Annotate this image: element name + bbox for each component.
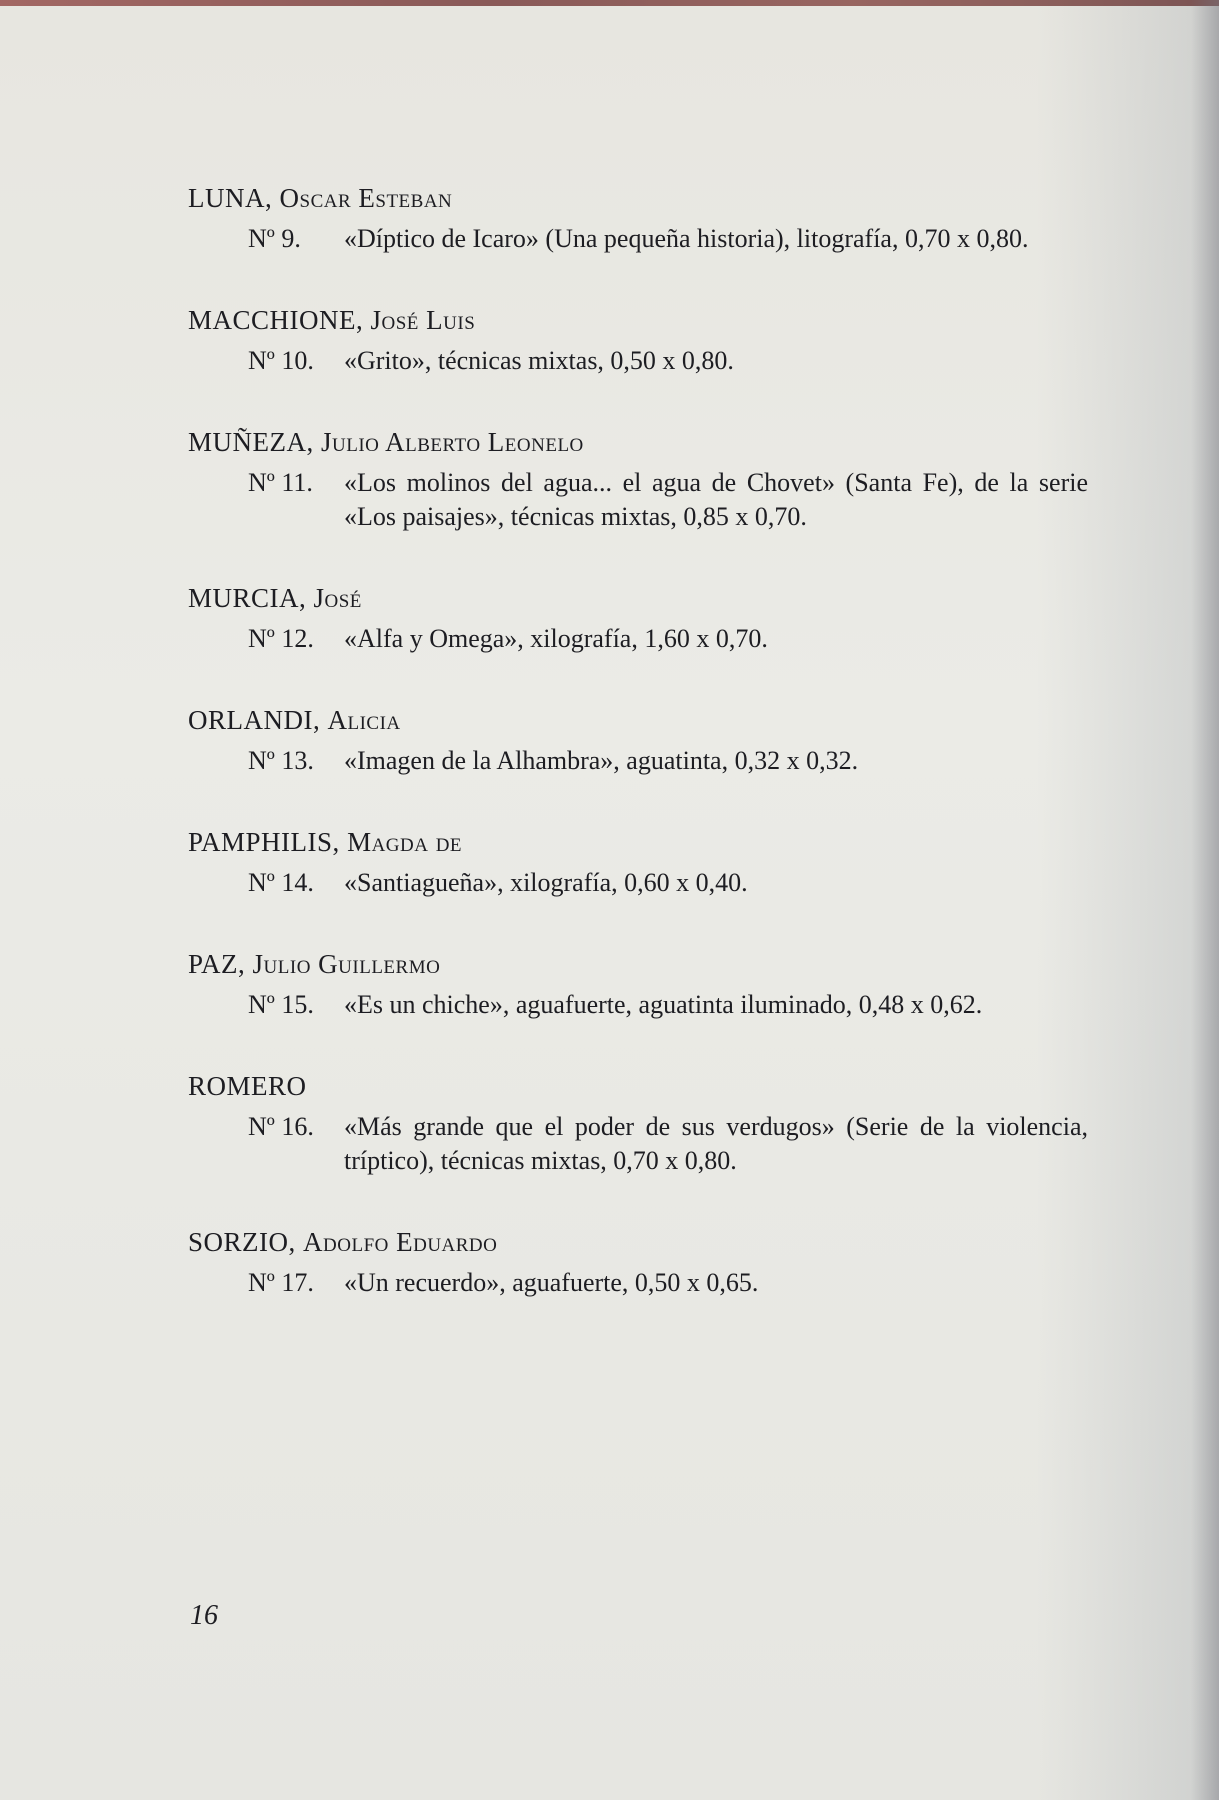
artist-given-name: Magda de [347, 827, 463, 857]
artist-name [188, 946, 1088, 982]
artist-name [188, 424, 1088, 460]
artist-given-name: Alicia [327, 705, 401, 735]
work-item [248, 988, 1088, 1022]
artist-given-name: José [313, 583, 362, 613]
artist-surname: MURCIA, [188, 583, 307, 613]
artist-entry [188, 946, 1088, 1022]
work-description: «Grito», técnicas mixtas, 0,50 x 0,80. [344, 346, 734, 375]
artist-given-name: Julio Alberto Leonelo [321, 427, 584, 457]
work-number: Nº 14. [248, 868, 314, 897]
work-item [248, 344, 1088, 378]
work-item [248, 622, 1088, 656]
artist-entry [188, 180, 1088, 256]
artist-entry [188, 702, 1088, 778]
artist-surname: PAMPHILIS, [188, 827, 340, 857]
work-description: «Alfa y Omega», xilografía, 1,60 x 0,70. [344, 624, 768, 653]
artist-surname: MACCHIONE, [188, 305, 364, 335]
work-description: «Más grande que el poder de sus verdugos» (Serie de la violencia, tríptico), técnicas mixtas, 0,70 x 0,80. [344, 1112, 1088, 1175]
work-item [248, 866, 1088, 900]
work-number: Nº 11. [248, 468, 313, 497]
artist-surname: PAZ, [188, 949, 246, 979]
artist-given-name: Oscar Esteban [279, 183, 453, 213]
artist-entry [188, 424, 1088, 534]
work-item [248, 1110, 1088, 1178]
work-description: «Imagen de la Alhambra», aguatinta, 0,32 x 0,32. [344, 746, 859, 775]
work-number: Nº 15. [248, 990, 314, 1019]
artist-entry [188, 302, 1088, 378]
work-item [248, 466, 1088, 534]
artist-given-name: Adolfo Eduardo [303, 1227, 498, 1257]
work-item [248, 1266, 1088, 1300]
artist-surname: LUNA, [188, 183, 273, 213]
work-number: Nº 12. [248, 624, 314, 653]
artist-given-name: José Luis [370, 305, 476, 335]
artist-surname: SORZIO, [188, 1227, 296, 1257]
work-description: «Es un chiche», aguafuerte, aguatinta iluminado, 0,48 x 0,62. [344, 990, 983, 1019]
artist-entry [188, 824, 1088, 900]
artist-name [188, 1224, 1088, 1260]
work-item [248, 222, 1088, 256]
artist-name [188, 824, 1088, 860]
work-item [248, 744, 1088, 778]
artist-entry [188, 580, 1088, 656]
artist-entry [188, 1224, 1088, 1300]
work-description: «Santiagueña», xilografía, 0,60 x 0,40. [344, 868, 748, 897]
artist-surname: ORLANDI, [188, 705, 321, 735]
work-number: Nº 10. [248, 346, 314, 375]
artist-entry [188, 1068, 1088, 1178]
work-number: Nº 9. [248, 224, 301, 253]
artist-name [188, 1068, 1088, 1104]
work-description: «Díptico de Icaro» (Una pequeña historia), litografía, 0,70 x 0,80. [344, 224, 1029, 253]
artist-surname: ROMERO [188, 1071, 307, 1101]
artist-name [188, 302, 1088, 338]
artist-surname: MUÑEZA, [188, 427, 314, 457]
page-edge-shadow [1191, 0, 1219, 1800]
page-number: 16 [190, 1600, 218, 1631]
artist-name [188, 580, 1088, 616]
work-description: «Un recuerdo», aguafuerte, 0,50 x 0,65. [344, 1268, 759, 1297]
work-description: «Los molinos del agua... el agua de Chovet» (Santa Fe), de la serie «Los paisajes», técnicas mixtas, 0,85 x 0,70. [344, 468, 1088, 531]
artwork-list [188, 180, 1088, 1346]
work-number: Nº 13. [248, 746, 314, 775]
artist-given-name: Julio Guillermo [252, 949, 441, 979]
top-edge-binding [0, 0, 1219, 6]
artist-name [188, 702, 1088, 738]
work-number: Nº 16. [248, 1112, 314, 1141]
work-number: Nº 17. [248, 1268, 314, 1297]
artist-name [188, 180, 1088, 216]
